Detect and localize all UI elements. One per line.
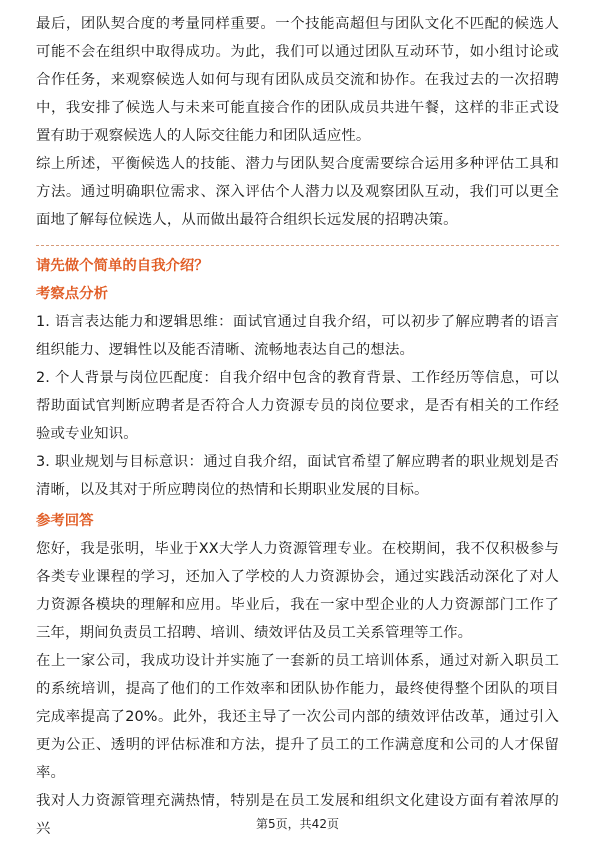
reference-paragraph: 在上一家公司，我成功设计并实施了一套新的员工培训体系，通过对新入职员工的系统培训，提高了他们的工作效率和团队协作能力，最终使得整个团队的项目完成率提高了20%。此外，我还主导了一次公司内部的绩效评估改革，通过引入更为公正、透明的评估标准和方法，提升了员工的工作满意度和公司的人才保留率。 [36,653,559,781]
analysis-item: 2. 个人背景与岗位匹配度：自我介绍中包含的教育背景、工作经历等信息，可以帮助面试官判断应聘者是否符合人力资源专员的岗位要求，是否有相关的工作经验或专业知识。 [36,370,559,442]
reference-paragraph: 您好，我是张明，毕业于XX大学人力资源管理专业。在校期间，我不仅积极参与各类专业课程的学习，还加入了学校的人力资源协会，通过实践活动深化了对人力资源各模块的理解和应用。毕业后，我在一家中型企业的人力资源部门工作了三年，期间负责员工招聘、培训、绩效评估及员工关系管理等工作。 [36,541,559,641]
page-content [36,10,559,843]
analysis-item: 3. 职业规划与目标意识：通过自我介绍，面试官希望了解应聘者的职业规划是否清晰，以及其对于所应聘岗位的热情和长期职业发展的目标。 [36,454,559,498]
reference-paragraph: 我对人力资源管理充满热情，特别是在员工发展和组织文化建设方面有着浓厚的兴 [36,793,559,837]
page-number: 第5页，共42页 [256,817,339,831]
reference-heading: 参考回答 [36,513,94,529]
analysis-heading: 考察点分析 [36,286,108,302]
section-divider [36,245,559,246]
question-title: 请先做个简单的自我介绍？ [36,258,209,274]
body-paragraph: 最后，团队契合度的考量同样重要。一个技能高超但与团队文化不匹配的候选人可能不会在组织中取得成功。为此，我们可以通过团队互动环节，如小组讨论或合作任务，来观察候选人如何与现有团队成员交流和协作。在我过去的一次招聘中，我安排了候选人与未来可能直接合作的团队成员共进午餐，这样的非正式设置有助于观察候选人的人际交往能力和团队适应性。 [36,16,559,144]
body-paragraph: 综上所述，平衡候选人的技能、潜力与团队契合度需要综合运用多种评估工具和方法。通过明确职位需求、深入评估个人潜力以及观察团队互动，我们可以更全面地了解每位候选人，从而做出最符合组织长远发展的招聘决策。 [36,156,559,228]
analysis-item: 1. 语言表达能力和逻辑思维：面试官通过自我介绍，可以初步了解应聘者的语言组织能力、逻辑性以及能否清晰、流畅地表达自己的想法。 [36,314,559,358]
